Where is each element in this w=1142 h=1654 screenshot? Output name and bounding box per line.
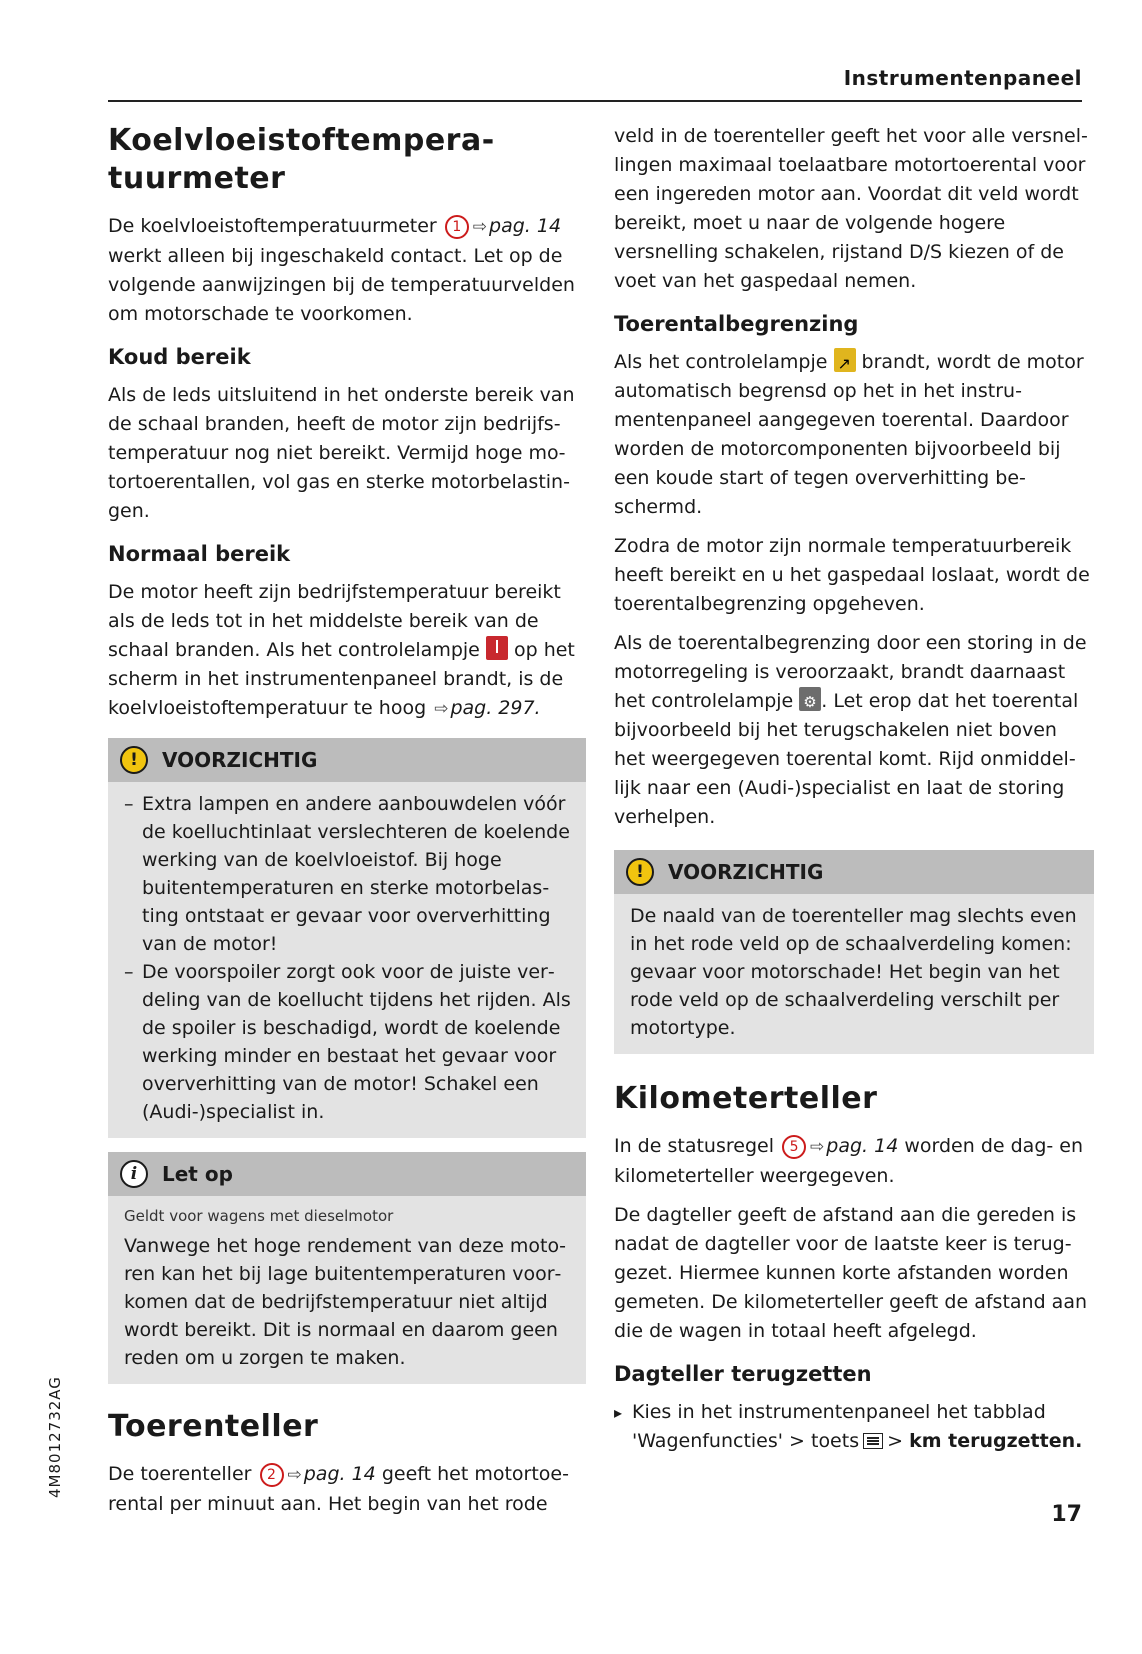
note-text: Vanwege het hoge rendement van deze motoren kan het bij lage buitentemperaturen voorkomen dat de bedrijfstemperatuur niet altijd wordt bereikt. Dit is normaal en daarom geen reden om u zorgen te maken. [124,1235,566,1369]
caution-text: De naald van de toerenteller mag slechts even in het rode veld op de schaalverdeling komen: gevaar voor motorschade! Het begin van het rode veld op de schaalverdeling verschilt per motortype. [630,905,1077,1039]
normal-range-text: De motor heeft zijn bedrijfstemperatuur bereikt als de leds tot in het middelste bereik van de schaal branden. Als het controlelampje op het scherm in het instrumentenpaneel brandt, is de koelvloeistoftemperatuur te hoog ⇨ pag. 297. [108,581,575,719]
cold-range-text: Als de leds uitsluitend in het onderste bereik van de schaal branden, heeft de motor zijn bedrijfstemperatuur nog niet bereikt. Vermijd hoge motortoerentallen, vol gas en sterke motorbelastingen. [108,384,575,522]
callout-2-icon: 2 [260,1463,284,1487]
page-number: 17 [1051,1502,1082,1527]
coolant-intro: De koelvloeistoftemperatuurmeter 1 ⇨ pag. 14 werkt alleen bij ingeschakeld contact. Let op de volgende aanwijzingen bij de temperatuurvelden om motorschade te voorkomen. [108,215,575,325]
left-column [108,122,586,1519]
document-code: 4M8012732AG [46,1376,64,1498]
engine-fault-lamp-icon [799,687,821,711]
tachometer-text: De toerenteller 2 ⇨ pag. 14 geeft het motortoerental per minuut aan. Het begin van het rode [108,1463,569,1515]
tachometer-title: Toerenteller [108,1409,319,1444]
cold-range-title: Koud bereik [108,345,251,369]
trip-reset-title: Dagteller terugzetten [614,1362,872,1386]
caution-list [124,790,572,1126]
page-ref-link[interactable]: pag. 14 [303,1463,376,1485]
trip-reset-step: ▸ Kies in het instrumentenpaneel het tabblad 'Wagenfuncties' > toets > km terugzetten. [614,1398,1094,1456]
callout-1-icon: 1 [445,215,469,239]
list-item: – De voorspoiler zorgt ook voor de juiste verdeling van de koellucht tijdens het rijden. Als de spoiler is beschadigd, wordt de koelende werking minder en bestaat het gevaar voor oververhitting van de motor! Schakel een (Audi-)specialist in. [124,958,572,1126]
exclamation-circle-icon: ! [626,858,654,886]
arrow-right-icon: ⇨ [810,1137,825,1157]
caution-box [108,738,586,1138]
caution-header: ! VOORZICHTIG [614,850,1094,894]
arrow-right-icon: ⇨ [434,699,449,719]
page-ref-link[interactable]: pag. 14 [489,215,562,237]
list-item: – Extra lampen en andere aanbouwdelen vóór de koelluchtinlaat verslechteren de koelende werking van de koelvloeistof. Bij hoge buitentemperaturen en sterke motorbelasting ontstaat er gevaar voor oververhitting van de motor! [124,790,572,958]
note-subtitle: Geldt voor wagens met dieselmotor [124,1207,394,1225]
note-box [108,1152,586,1384]
running-header: Instrumentenpaneel [843,66,1082,90]
odometer-text-2: De dagteller geeft de afstand aan die gereden is nadat de dagteller voor de laatste keer is teruggezet. Hiermee kunnen korte afstanden worden gemeten. De kilometerteller geeft de afstand aan die de wagen in totaal heeft afgelegd. [614,1204,1088,1342]
coolant-warning-lamp-icon [486,636,508,660]
coolant-section-title: Koelvloeistoftempera- tuurmeter [108,123,495,196]
tachometer-text-continued: veld in de toerenteller geeft het voor alle versnellingen maximaal toelaatbare motortoerental voor een ingereden motor aan. Voordat dit veld wordt bereikt, moet u naar de volgende hogere versnelling schakelen, rijstand D/S kiezen of de voet van het gaspedaal nemen. [614,125,1088,292]
rev-limit-text-1: Als het controlelampje ↗ brandt, wordt de motor automatisch begrensd op het in het instrumentenpaneel aangegeven toerental. Daardoor worden de motorcomponenten bijvoorbeeld bij een koude start of tegen oververhitting beschermd. [614,348,1094,522]
rev-limit-title: Toerentalbegrenzing [614,312,859,336]
info-circle-icon: i [120,1160,148,1188]
rev-limit-text-2: Zodra de motor zijn normale temperatuurbereik heeft bereikt en u het gaspedaal loslaat, wordt de toerentalbegrenzing opgeheven. [614,535,1090,615]
arrow-right-icon: ⇨ [472,217,488,237]
rev-limit-lamp-icon [834,348,856,372]
note-header: i Let op [108,1152,586,1196]
page-ref-link[interactable]: pag. 297. [450,697,541,719]
caution-header: ! VOORZICHTIG [108,738,586,782]
odometer-text-1: In de statusregel 5 ⇨ pag. 14 worden de dag- en kilometerteller weergegeven. [614,1135,1084,1187]
exclamation-circle-icon: ! [120,746,148,774]
right-column [614,122,1094,1456]
menu-button-icon [863,1433,883,1449]
normal-range-title: Normaal bereik [108,542,291,566]
odometer-title: Kilometerteller [614,1081,878,1116]
header-rule [108,100,1082,102]
arrow-right-icon: ⇨ [287,1465,302,1485]
caution-box [614,850,1094,1054]
callout-5-icon: 5 [782,1135,806,1159]
page-ref-link[interactable]: pag. 14 [826,1135,899,1157]
rev-limit-text-3: Als de toerentalbegrenzing door een storing in de motorregeling is veroorzaakt, brandt daarnaast het controlelampje ⚙ . Let erop dat het toerental bijvoorbeeld bij het terugschakelen niet boven het weergegeven toerental komt. Rijd onmiddellijk naar een (Audi-)specialist en laat de storing verhelpen. [614,629,1094,832]
